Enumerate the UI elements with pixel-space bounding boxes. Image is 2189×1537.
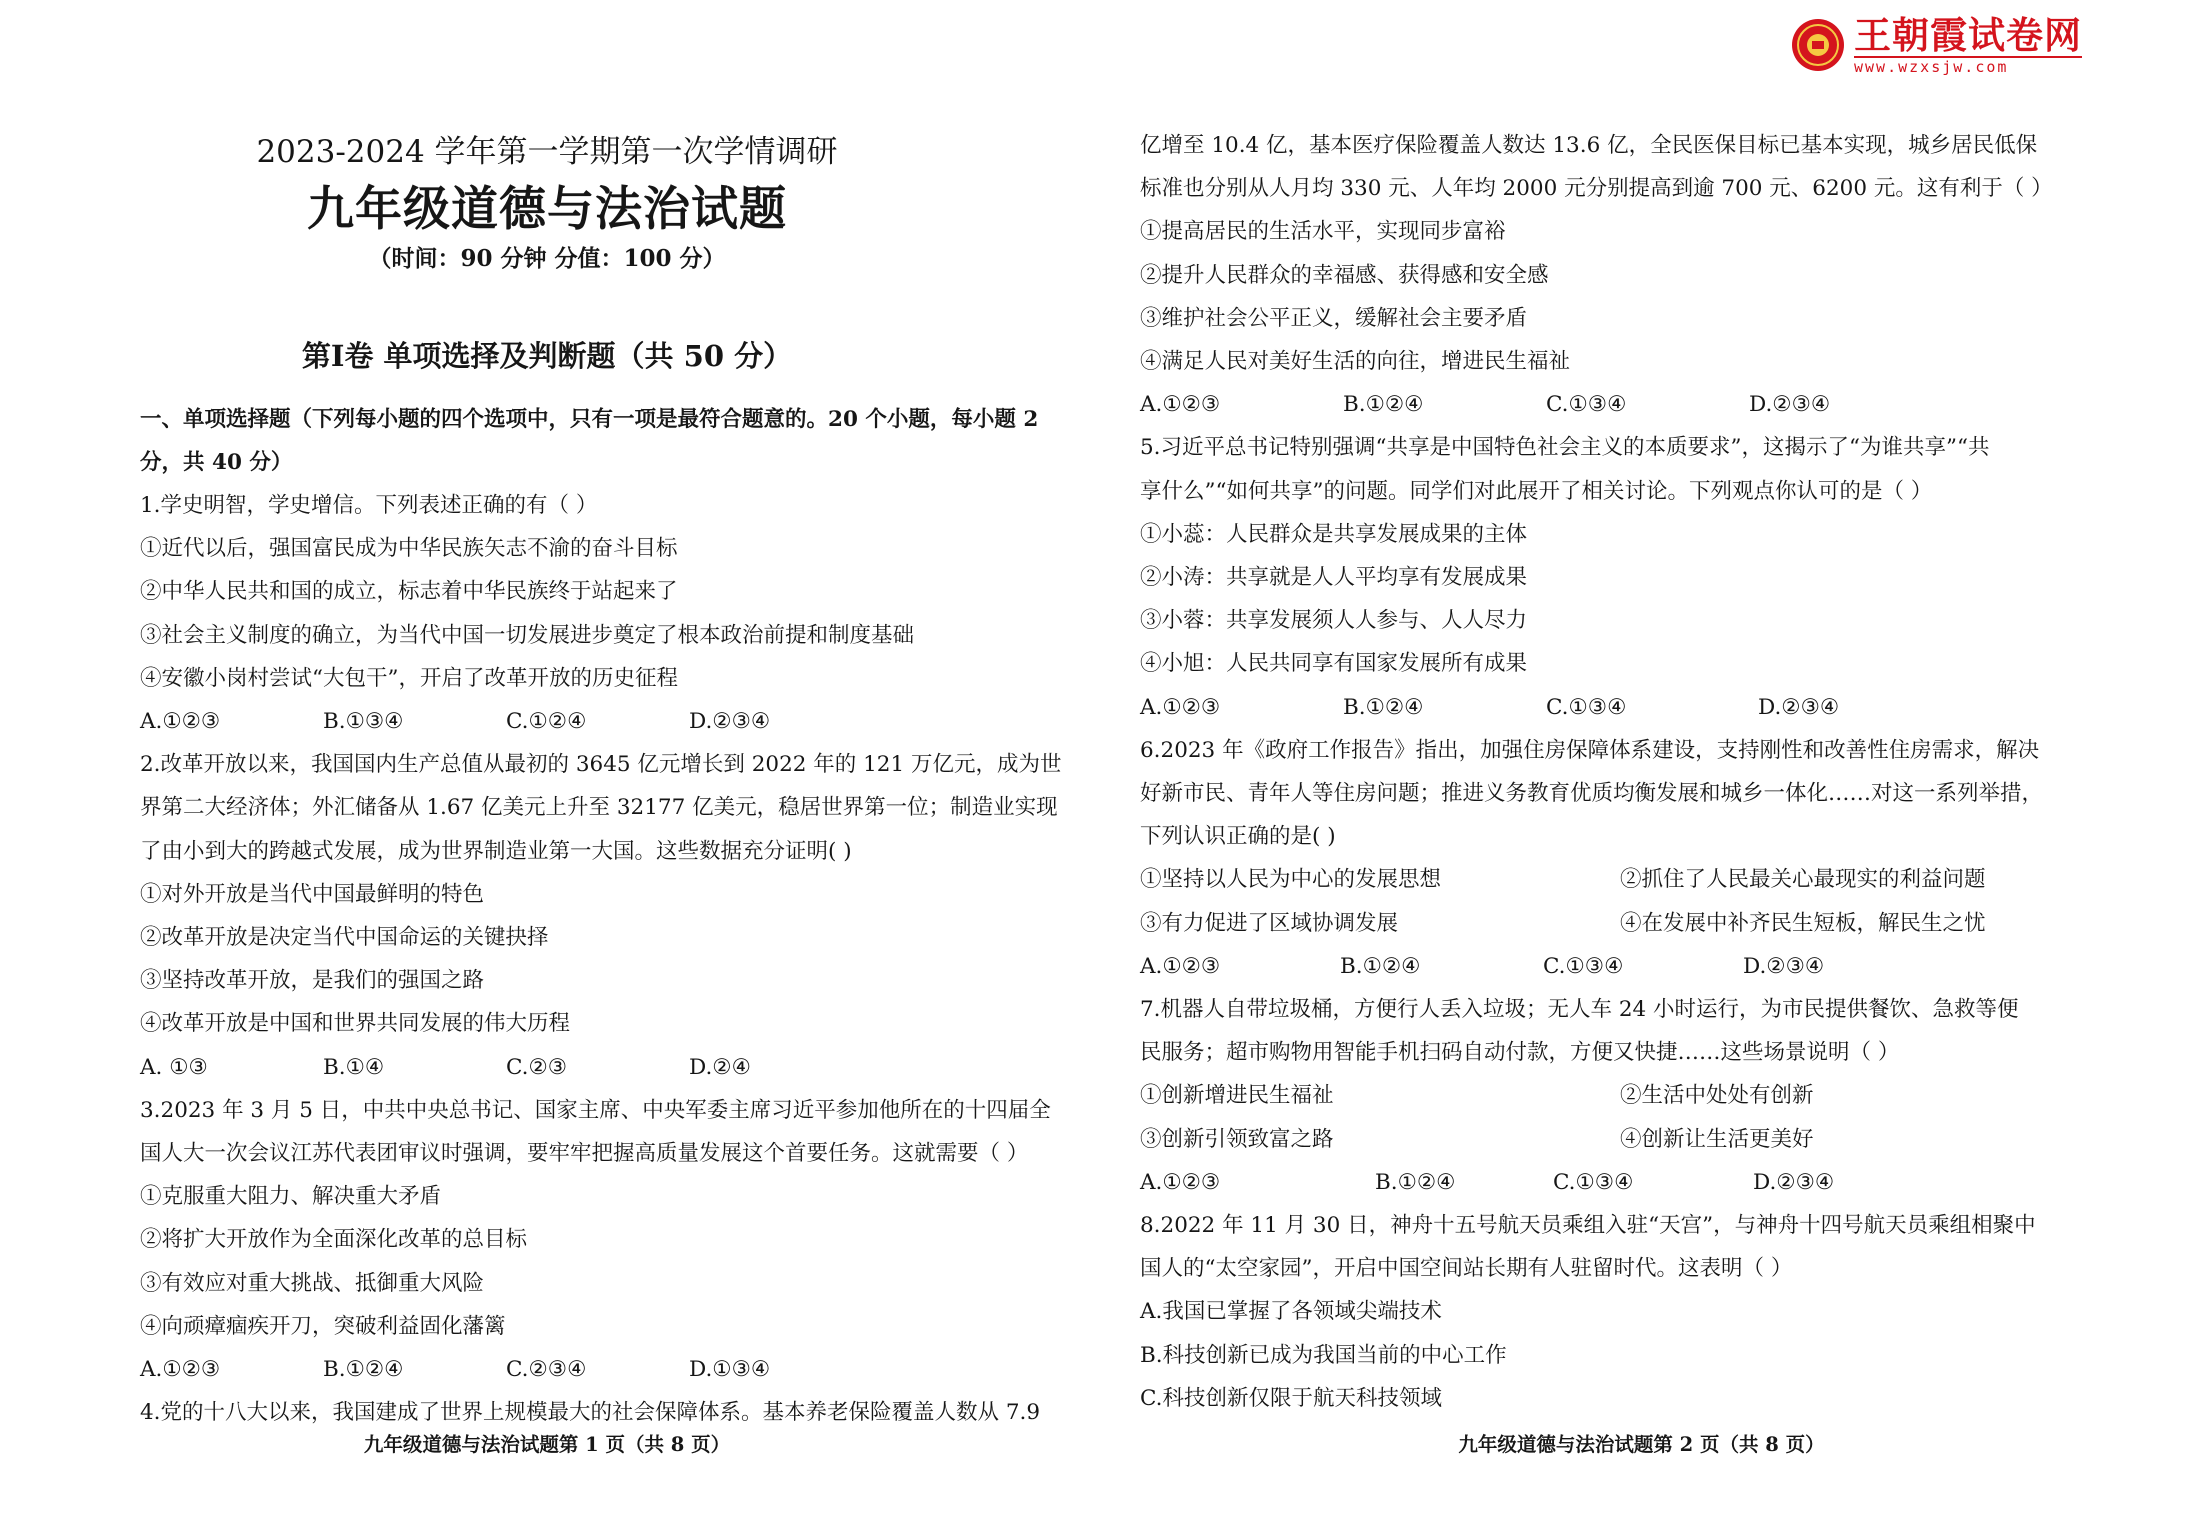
choice-c: C.①③④ xyxy=(1546,392,1627,418)
left-column xyxy=(140,398,1080,1434)
question-stem: 3.2023 年 3 月 5 日，中共中央总书记、国家主席、中央军委主席习近平参加他所在的十四届全 xyxy=(140,1097,1051,1123)
answer-choices xyxy=(140,700,1080,743)
choice-a: A.①②③ xyxy=(1140,694,1221,720)
question-stem-cont: 享什么”“如何共享”的问题。同学们对此展开了相关讨论。下列观点你认可的是（ ） xyxy=(1140,478,1933,504)
statement-option: ④满足人民对美好生活的向往，增进民生福祉 xyxy=(1140,349,1571,375)
exam-title: 九年级道德与法治试题 xyxy=(307,182,787,237)
question-stem-cont: 国人大一次会议江苏代表团审议时强调，要牢牢把握高质量发展这个首要任务。这就需要（ ） xyxy=(140,1141,1029,1167)
choice-b: B.①②④ xyxy=(1343,392,1424,418)
answer-choices xyxy=(1140,686,2060,729)
question-1 xyxy=(140,484,1080,743)
exam-header xyxy=(0,130,1094,276)
statement-option: ②小涛：共享就是人人平均享有发展成果 xyxy=(1140,565,1528,591)
right-column xyxy=(1140,124,2060,1420)
question-stem: 6.2023 年《政府工作报告》指出，加强住房保障体系建设，支持刚性和改善性住房需求，解决 xyxy=(1140,737,2040,763)
statement-option: ③维护社会公平正义，缓解社会主要矛盾 xyxy=(1140,305,1528,331)
statement-option: ④安徽小岗村尝试“大包干”，开启了改革开放的历史征程 xyxy=(140,665,678,691)
choice-a: A.①②③ xyxy=(140,709,221,735)
statement-option: ①提高居民的生活水平，实现同步富裕 xyxy=(1140,219,1506,245)
statement-option: ④小旭：人民共同享有国家发展所有成果 xyxy=(1140,651,1528,677)
question-4 xyxy=(140,1391,1080,1434)
question-stem-cont: 民服务；超市购物用智能手机扫码自动付款，方便又快捷……这些场景说明（ ） xyxy=(1140,1040,1900,1066)
statement-option: ②提升人民群众的幸福感、获得感和安全感 xyxy=(1140,262,1549,288)
statement-option: ①坚持以人民为中心的发展思想 xyxy=(1140,867,1442,893)
statement-row xyxy=(1140,858,2060,901)
question-stem-cont: 标准也分别从人月均 330 元、人年均 2000 元分别提高到逾 700 元、6200 元。这有利于（ ） xyxy=(1140,176,2053,202)
question-3 xyxy=(140,1089,1080,1391)
question-stem: 4.党的十八大以来，我国建成了世界上规模最大的社会保障体系。基本养老保险覆盖人数从 7.9 xyxy=(140,1400,1041,1426)
answer-choices xyxy=(1140,945,2060,988)
statement-option: ①克服重大阻力、解决重大矛盾 xyxy=(140,1184,442,1210)
question-4-cont xyxy=(1140,124,2060,426)
question-stem: 1.学史明智，学史增信。下列表述正确的有（ ） xyxy=(140,493,598,518)
watermark-name: 王朝霞试卷网 xyxy=(1854,13,2082,57)
exam-subtitle: 2023-2024 学年第一学期第一次学情调研 xyxy=(256,134,838,170)
answer-choices xyxy=(1140,383,2060,426)
choice-a: A.①②③ xyxy=(140,1357,221,1383)
statement-option: ④改革开放是中国和世界共同发展的伟大历程 xyxy=(140,1011,571,1037)
watermark-logo xyxy=(1790,10,2110,80)
statement-option: ①小蕊：人民群众是共享发展成果的主体 xyxy=(1140,521,1528,547)
choice-c: C.①②④ xyxy=(506,709,587,735)
choice-a: A.①②③ xyxy=(1140,392,1221,418)
statement-option: ③小蓉：共享发展须人人参与、人人尽力 xyxy=(1140,608,1528,634)
statement-option: ②改革开放是决定当代中国命运的关键抉择 xyxy=(140,925,549,951)
statement-option: ④向顽瘴痼疾开刀，突破利益固化藩篱 xyxy=(140,1313,506,1339)
exam-meta: （时间：90 分钟 分值：100 分） xyxy=(368,245,726,272)
answer-choices xyxy=(1140,1161,2060,1204)
statement-option: ④创新让生活更美好 xyxy=(1620,1126,1814,1152)
statement-row xyxy=(1140,1074,2060,1117)
part1-intro-cont: 分，共 40 分） xyxy=(140,450,293,475)
choice-c: C.①③④ xyxy=(1546,694,1627,720)
choice-a: A.①②③ xyxy=(1140,1169,1221,1195)
answer-choices xyxy=(140,1348,1080,1391)
statement-option: ①近代以后，强国富民成为中华民族矢志不渝的奋斗目标 xyxy=(140,536,678,562)
statement-option: ②中华人民共和国的成立，标志着中华民族终于站起来了 xyxy=(140,579,678,605)
choice-c: C.①③④ xyxy=(1543,953,1624,979)
choice-d: D.②③④ xyxy=(1753,1169,1835,1195)
statement-row xyxy=(1140,902,2060,945)
choice-a: A. ①③ xyxy=(140,1054,208,1080)
choice-a: A.我国已掌握了各领域尖端技术 xyxy=(1140,1299,1442,1325)
page-footer-right: 九年级道德与法治试题第 2 页（共 8 页） xyxy=(1458,1433,1825,1456)
question-7 xyxy=(1140,988,2060,1204)
statement-option: ②将扩大开放作为全面深化改革的总目标 xyxy=(140,1227,528,1253)
question-stem: 8.2022 年 11 月 30 日，神舟十五号航天员乘组入驻“天宫”，与神舟十四号航天员乘组相聚中 xyxy=(1140,1213,2036,1239)
statement-option: ③坚持改革开放，是我们的强国之路 xyxy=(140,968,485,994)
choice-c: C.科技创新仅限于航天科技领域 xyxy=(1140,1385,1443,1411)
answer-choices xyxy=(140,1046,1080,1089)
question-stem: 5.习近平总书记特别强调“共享是中国特色社会主义的本质要求”，这揭示了“为谁共享”“共 xyxy=(1140,435,1990,461)
page-footer-left: 九年级道德与法治试题第 1 页（共 8 页） xyxy=(363,1433,731,1456)
statement-option: ③创新引领致富之路 xyxy=(1140,1126,1334,1152)
statement-option: ④在发展中补齐民生短板，解民生之忧 xyxy=(1620,910,1986,936)
choice-c: C.②③④ xyxy=(506,1357,587,1383)
statement-option: ①创新增进民生福祉 xyxy=(1140,1083,1334,1109)
question-stem: 2.改革开放以来，我国国内生产总值从最初的 3645 亿元增长到 2022 年的 121 万亿元，成为世 xyxy=(140,752,1062,778)
choice-b: B.①③④ xyxy=(323,709,404,735)
question-5 xyxy=(1140,426,2060,728)
choice-a: A.①②③ xyxy=(1140,953,1221,979)
question-stem-cont: 界第二大经济体；外汇储备从 1.67 亿美元上升至 32177 亿美元，稳居世界第一位；制造业实现 xyxy=(140,795,1058,821)
question-stem-cont: 了由小到大的跨越式发展，成为世界制造业第一大国。这些数据充分证明( ) xyxy=(140,838,852,864)
choice-b: B.①④ xyxy=(323,1054,385,1080)
statement-row xyxy=(1140,1118,2060,1161)
statement-option: ②抓住了人民最关心最现实的利益问题 xyxy=(1620,867,1986,893)
seal-icon xyxy=(1790,17,1846,73)
choice-c: C.②③ xyxy=(506,1054,568,1080)
question-stem-cont: 国人的“太空家园”，开启中国空间站长期有人驻留时代。这表明（ ） xyxy=(1140,1256,1793,1282)
choice-d: D.②③④ xyxy=(689,709,771,735)
part1-intro: 一、单项选择题（下列每小题的四个选项中，只有一项是最符合题意的。20 个小题，每小题 2 xyxy=(140,407,1039,432)
choice-d: D.①③④ xyxy=(689,1357,771,1383)
choice-d: D.②③④ xyxy=(1758,694,1840,720)
choice-b: B.科技创新已成为我国当前的中心工作 xyxy=(1140,1342,1507,1368)
statement-option: ②生活中处处有创新 xyxy=(1620,1083,1814,1109)
choice-d: D.②③④ xyxy=(1743,953,1825,979)
watermark-url: www.wzxsjw.com xyxy=(1854,56,2082,75)
section-title: 第Ⅰ卷 单项选择及判断题（共 50 分） xyxy=(301,339,793,373)
question-6 xyxy=(1140,729,2060,988)
choice-d: D.②④ xyxy=(689,1054,751,1080)
choice-b: B.①②④ xyxy=(1375,1169,1456,1195)
choice-d: D.②③④ xyxy=(1749,392,1831,418)
question-2 xyxy=(140,743,1080,1089)
choice-b: B.①②④ xyxy=(323,1357,404,1383)
choice-b: B.①②④ xyxy=(1343,694,1424,720)
statement-option: ①对外开放是当代中国最鲜明的特色 xyxy=(140,881,485,907)
choice-c: C.①③④ xyxy=(1553,1169,1634,1195)
question-stem: 7.机器人自带垃圾桶，方便行人丢入垃圾；无人车 24 小时运行，为市民提供餐饮、急救等便 xyxy=(1140,997,2019,1023)
question-stem-cont: 好新市民、青年人等住房问题；推进义务教育优质均衡发展和城乡一体化……对这一系列举措， xyxy=(1140,781,2044,807)
question-stem-cont: 下列认识正确的是( ) xyxy=(1140,824,1336,850)
question-stem-cont: 亿增至 10.4 亿，基本医疗保险覆盖人数达 13.6 亿，全民医保目标已基本实现，城乡居民低保 xyxy=(1140,133,2038,158)
question-8 xyxy=(1140,1204,2060,1420)
choice-b: B.①②④ xyxy=(1340,953,1421,979)
statement-option: ③社会主义制度的确立，为当代中国一切发展进步奠定了根本政治前提和制度基础 xyxy=(140,622,915,648)
statement-option: ③有效应对重大挑战、抵御重大风险 xyxy=(140,1270,485,1296)
statement-option: ③有力促进了区域协调发展 xyxy=(1140,910,1399,936)
